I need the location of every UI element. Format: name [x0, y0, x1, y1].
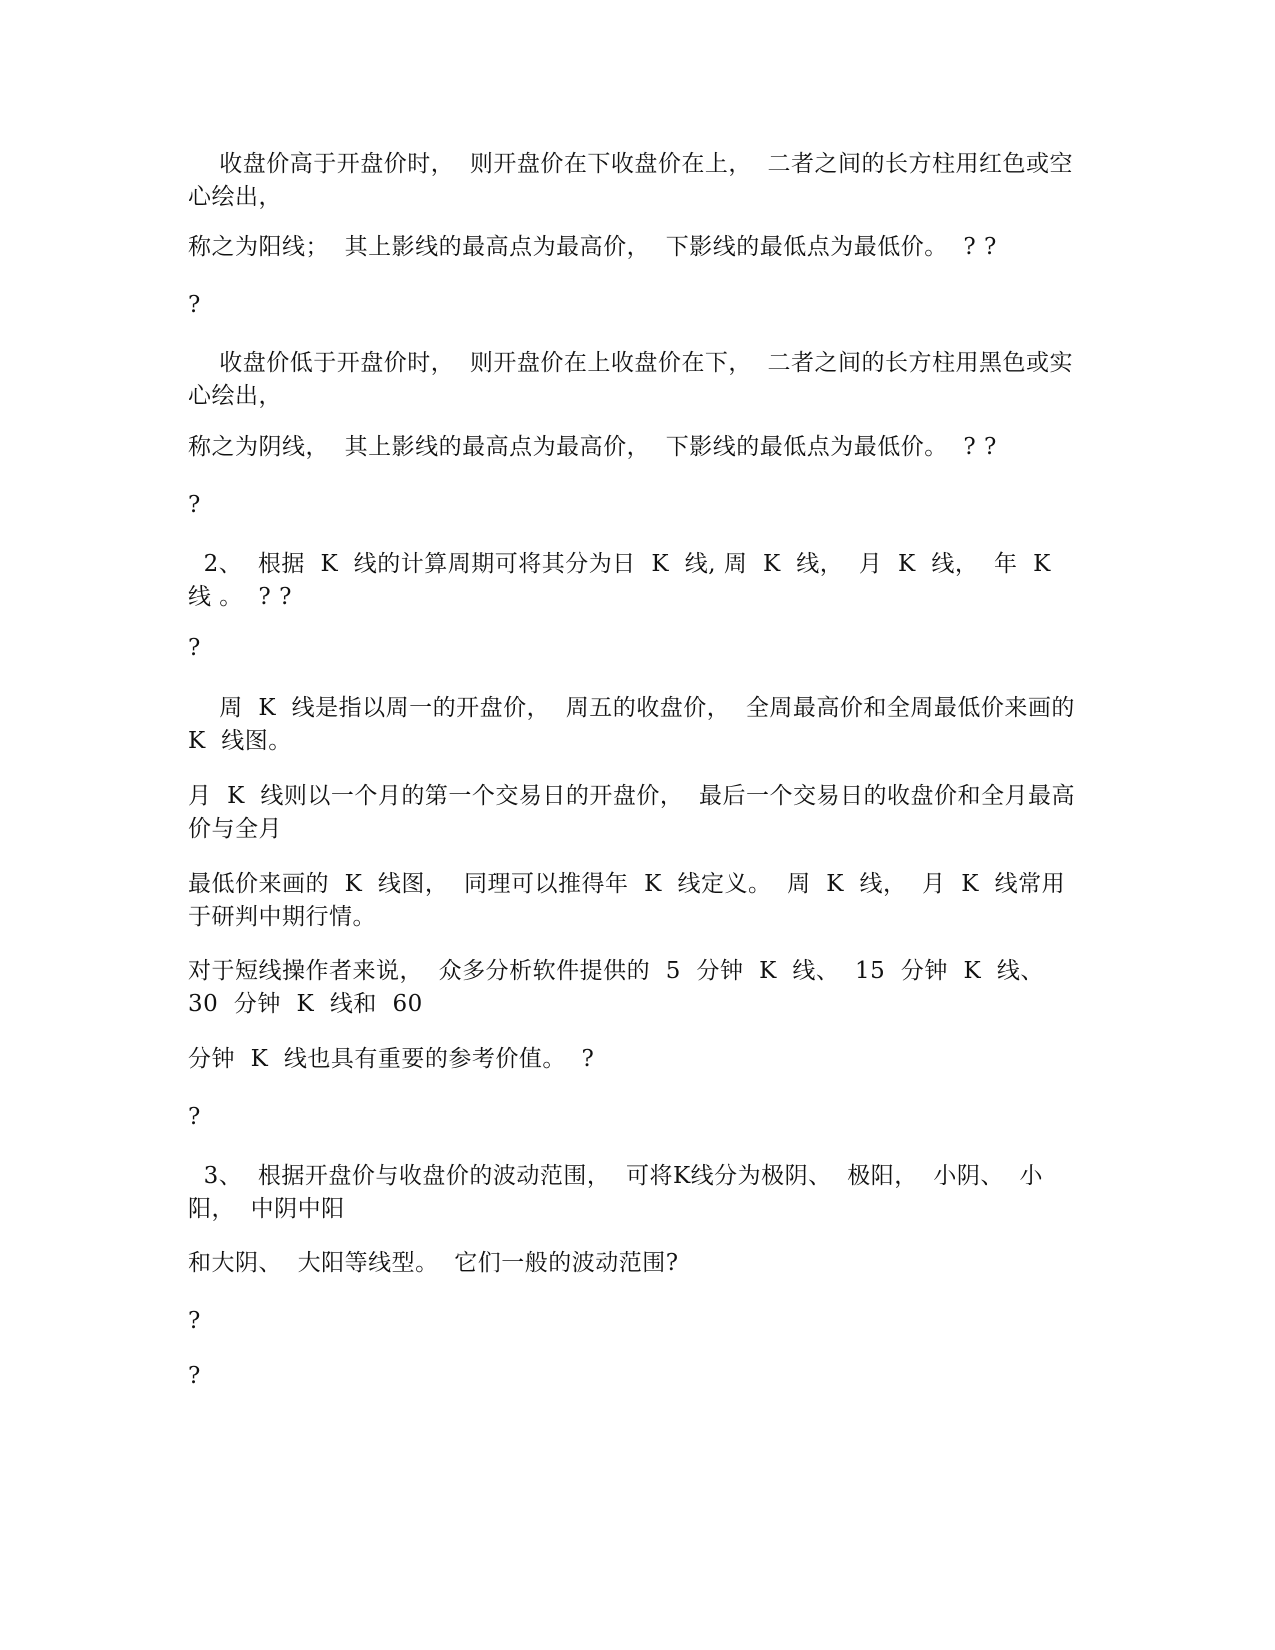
paragraph-marker: ? [188, 1104, 201, 1130]
paragraph-marker: ? [188, 292, 201, 318]
paragraph-monthly-k-line: 月 K 线则以一个月的第一个交易日的开盘价， 最后一个交易日的收盘价和全月最高价与全月 [188, 783, 1076, 842]
paragraph-yearly-k-line: 最低价来画的 K 线图， 同理可以推得年 K 线定义。 周 K 线， 月 K 线常用于研判中期行情。 [188, 871, 1066, 930]
paragraph-yin-line-shadows: 称之为阴线， 其上影线的最高点为最高价， 下影线的最低点为最低价。 ? ? [188, 434, 997, 460]
paragraph-section-2: 2、 根据 K 线的计算周期可将其分为日 K 线, 周 K 线， 月 K 线， 年 K 线 。 ? ? [188, 551, 1067, 610]
paragraph-marker: ? [188, 1363, 201, 1389]
paragraph-short-term: 对于短线操作者来说， 众多分析软件提供的 5 分钟 K 线、 15 分钟 K 线、 30 分钟 K 线和 60 [188, 958, 1060, 1017]
paragraph-yin-line-def: 收盘价低于开盘价时， 则开盘价在上收盘价在下， 二者之间的长方柱用黑色或实心绘出， [188, 350, 1073, 409]
paragraph-reference-value: 分钟 K 线也具有重要的参考价值。 ? [188, 1046, 595, 1072]
paragraph-marker: ? [188, 635, 201, 661]
paragraph-section-3: 3、 根据开盘价与收盘价的波动范围， 可将K线分为极阴、 极阳， 小阴、 小阳， 中阴中阳 [188, 1163, 1044, 1222]
paragraph-marker: ? [188, 1308, 201, 1334]
paragraph-yang-line-def: 收盘价高于开盘价时， 则开盘价在下收盘价在上， 二者之间的长方柱用红色或空心绘出， [188, 151, 1073, 210]
paragraph-yang-line-shadows: 称之为阳线； 其上影线的最高点为最高价， 下影线的最低点为最低价。 ? ? [188, 234, 997, 260]
paragraph-marker: ? [188, 492, 201, 518]
paragraph-ranges: 和大阴、 大阳等线型。 它们一般的波动范围? [188, 1250, 679, 1276]
paragraph-weekly-k-line: 周 K 线是指以周一的开盘价， 周五的收盘价， 全周最高价和全周最低价来画的 K 线图。 [188, 695, 1091, 754]
